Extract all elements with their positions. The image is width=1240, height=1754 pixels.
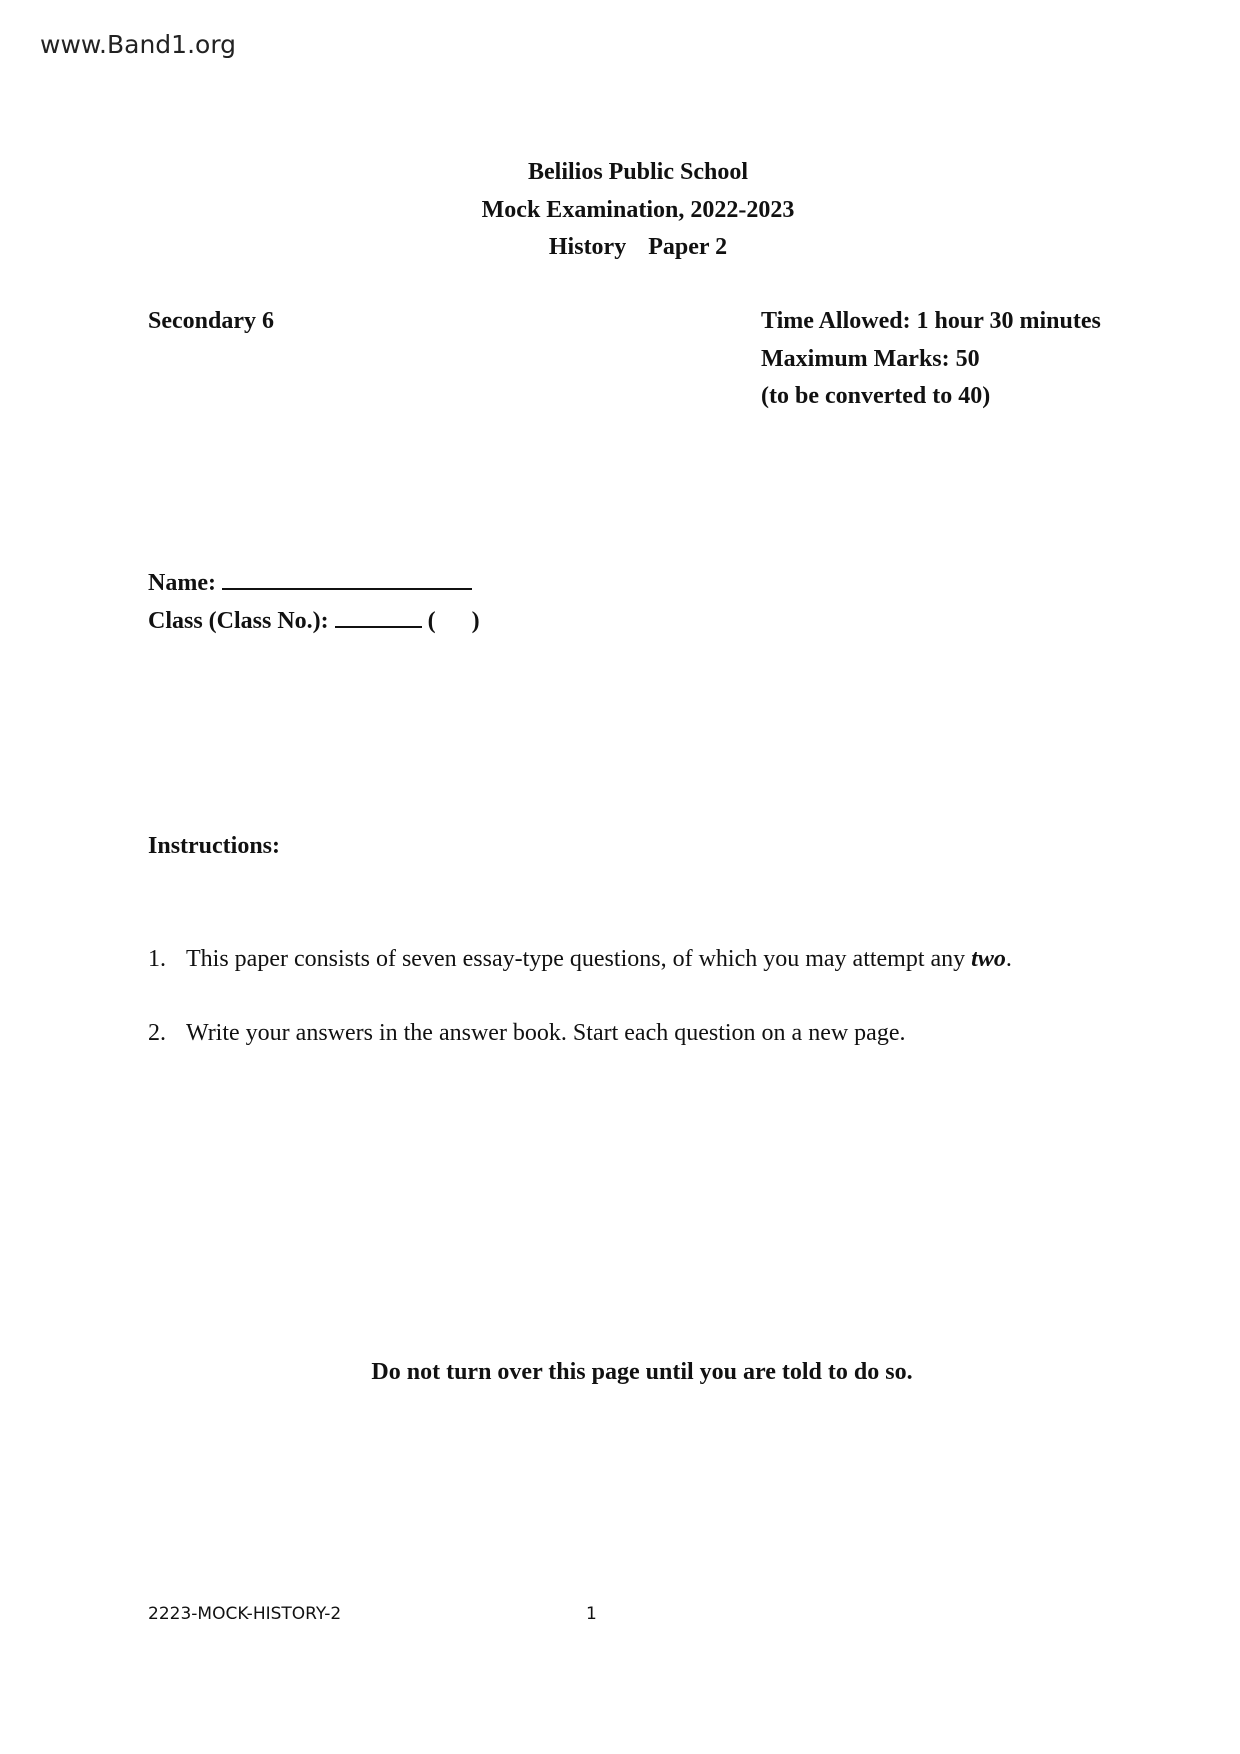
subject-name: History: [548, 234, 627, 260]
paper-number: Paper 2: [648, 234, 728, 260]
instruction-emphasis: two: [971, 946, 1006, 972]
class-number-box[interactable]: ( ): [427, 607, 480, 634]
footer-page-number: 1: [586, 1604, 597, 1624]
marks-conversion: (to be converted to 40): [761, 383, 991, 409]
name-line: [148, 565, 480, 603]
instruction-text: This paper consists of seven essay-type questions, of which you may attempt any: [186, 946, 972, 972]
subject-paper-line: [0, 229, 1240, 267]
instruction-text: Write your answers in the answer book. Start each question on a new page.: [186, 1020, 906, 1046]
instruction-number: 1.: [148, 946, 166, 972]
level-label: Secondary 6: [148, 308, 274, 334]
instructions-title: Instructions:: [148, 833, 281, 859]
exam-header: [0, 154, 1240, 267]
student-details: [148, 565, 480, 640]
instruction-number: 2.: [148, 1020, 166, 1046]
class-line: [148, 603, 480, 641]
do-not-turn-warning: Do not turn over this page until you are told to do so.: [371, 1359, 913, 1385]
watermark-url: www.Band1.org: [40, 30, 237, 59]
name-blank[interactable]: [222, 568, 472, 590]
instruction-item: [148, 1015, 905, 1053]
exam-meta: [761, 303, 1101, 416]
class-label: Class (Class No.):: [148, 607, 329, 634]
class-blank[interactable]: [335, 606, 422, 628]
footer-paper-code: 2223-MOCK-HISTORY-2: [148, 1604, 342, 1624]
instruction-item: [148, 941, 1012, 979]
maximum-marks: Maximum Marks: 50: [761, 345, 980, 372]
time-allowed: Time Allowed: 1 hour 30 minutes: [761, 308, 1101, 334]
instruction-text-end: .: [1005, 946, 1012, 972]
school-name: Belilios Public School: [527, 159, 749, 185]
exam-title: Mock Examination, 2022-2023: [481, 196, 795, 223]
name-label: Name:: [148, 570, 216, 596]
